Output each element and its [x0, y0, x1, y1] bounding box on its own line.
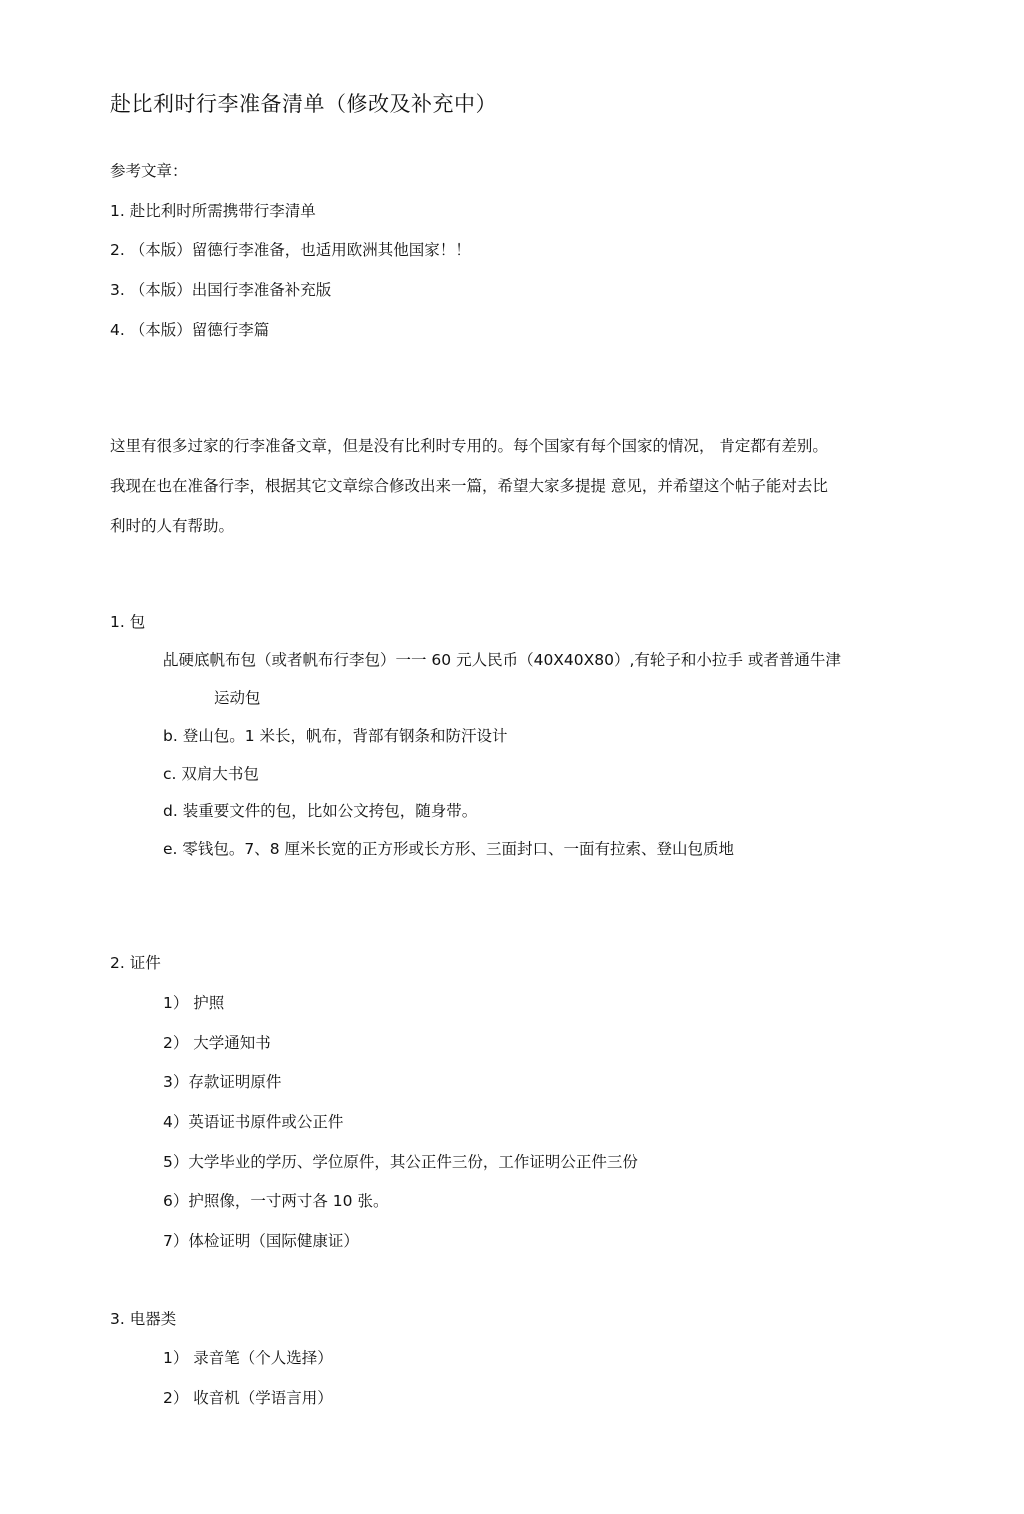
document-item: 5）大学毕业的学历、学位原件，其公正件三份，工作证明公正件三份 [163, 1153, 638, 1171]
document-item: 1） 护照 [163, 994, 225, 1012]
reference-item: 3. （本版）出国行李准备补充版 [110, 281, 332, 299]
page-title: 赴比利时行李准备清单（修改及补充中） [110, 92, 497, 116]
document-item: 2） 大学通知书 [163, 1034, 271, 1052]
electronics-item: 2） 收音机（学语言用） [163, 1389, 333, 1407]
intro-paragraph [110, 426, 922, 546]
intro-line: 利时的人有帮助。 [110, 517, 235, 535]
bag-item: d. 装重要文件的包，比如公文挎包，随身带。 [163, 802, 478, 820]
reference-item: 2. （本版）留德行李准备，也适用欧洲其他国家！！ [110, 241, 471, 259]
reference-item: 1. 赴比利时所需携带行李清单 [110, 202, 316, 220]
electronics-item: 1） 录音笔（个人选择） [163, 1349, 333, 1367]
reference-item: 4. （本版）留德行李篇 [110, 321, 270, 339]
references-heading: 参考文章： [110, 162, 188, 180]
bag-item: e. 零钱包。7、8 厘米长宽的正方形或长方形、三面封口、一面有拉索、登山包质地 [163, 840, 735, 858]
bag-item: b. 登山包。1 米长，帆布，背部有钢条和防汗设计 [163, 727, 508, 745]
intro-line: 这里有很多过家的行李准备文章，但是没有比利时专用的。每个国家有每个国家的情况， 肯定都有差别。 [110, 437, 828, 455]
bag-item: 乩硬底帆布包（或者帆布行李包）一一 60 元人民币（40X40X80）,有轮子和小拉手 或者普通牛津 [163, 651, 841, 669]
document-item: 7）体检证明（国际健康证） [163, 1232, 359, 1250]
section-heading-bags: 1. 包 [110, 613, 146, 631]
document-item: 4）英语证书原件或公正件 [163, 1113, 344, 1131]
section-heading-electronics: 3. 电器类 [110, 1310, 177, 1328]
document-item: 6）护照像，一寸两寸各 10 张。 [163, 1192, 389, 1210]
bag-item: c. 双肩大书包 [163, 765, 259, 783]
document-item: 3）存款证明原件 [163, 1073, 282, 1091]
bag-item-continuation: 运动包 [214, 689, 261, 707]
intro-line: 我现在也在准备行李，根据其它文章综合修改出来一篇，希望大家多提提 意见，并希望这个帖子能对去比 [110, 477, 828, 495]
section-heading-documents: 2. 证件 [110, 954, 161, 972]
